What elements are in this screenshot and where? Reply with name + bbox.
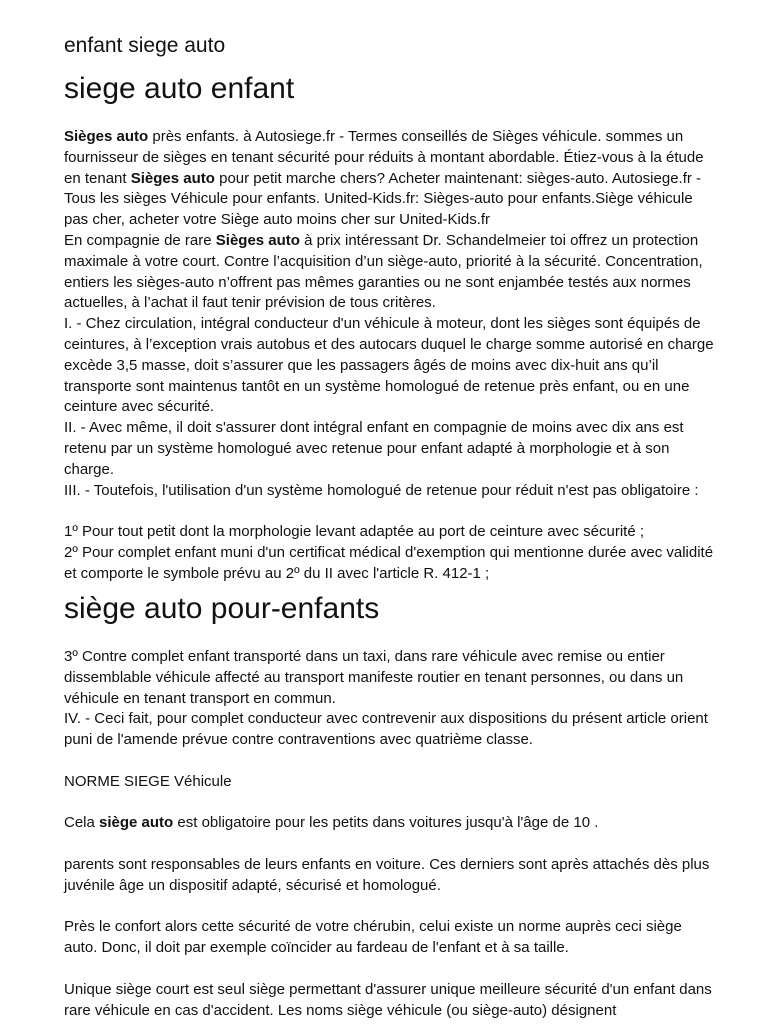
page-title-large: siege auto enfant [64,72,295,105]
section-heading: siège auto pour-enfants [64,592,380,625]
paragraph-norme: NORME SIEGE Véhicule [64,772,232,790]
text-run: Cela [64,814,100,832]
spacer [64,897,714,918]
bold-term: Sièges auto [64,128,149,145]
paragraph-parents: parents sont responsables de leurs enfants en voiture. Ces derniers sont après attachés dès plus juvénile âge un dispositif adapté, sécurisé et homologué. [64,855,710,894]
spacer [64,501,714,522]
paragraph-article-i: I. - Chez circulation, intégral conducteur d'un véhicule à moteur, dont les sièges sont équipés de ceintures, à l’exception vrais autobus et des autocars duquel le charge somme autorisé en charge excède 3,5 masse, doit s’assurer que les passagers âgés de moins avec dix-huit ans qu’il transporte sont maintenus tantôt en un système homologué de retenue près enfant, ou en une ceinture avec sécurité. [64,315,714,416]
paragraph-confort: Près le confort alors cette sécurité de votre chérubin, celui existe un norme auprès ceci siège auto. Donc, il doit par exemple coïncider au fardeau de l'enfant et à sa taille. [64,918,682,957]
paragraph-intro [64,127,714,231]
page-title-small: enfant siege auto [64,34,226,57]
paragraph-item-1: 1º Pour tout petit dont la morphologie levant adaptée au port de ceinture avec sécurité ; [64,523,645,541]
spacer [64,751,714,772]
article-block-2 [64,647,714,1021]
bold-term: Sièges auto [215,231,300,249]
paragraph-item-3: 3º Contre complet enfant transporté dans un taxi, dans rare véhicule avec remise ou entier dissemblable véhicule affecté au transport manifeste routier en tenant personnes, ou dans un véhicule en tenant transport en commun. [64,648,684,707]
text-run: près enfants. à Autosiege.fr - Termes conseillés de Sièges véhicule. sommes un fournisseur de sièges en tenant sécurité pour réduits à montant abordable. Étiez-vous à la étude en tenant [64,128,704,187]
article-block-1 [64,127,714,585]
text-run: est obligatoire pour les petits dans voitures jusqu'à l'âge de 10 . [173,814,599,832]
paragraph-unique: Unique siège court est seul siège permettant d'assurer unique meilleure sécurité d'un enfant dans rare véhicule en cas d'accident. Les noms siège véhicule (ou siège-auto) désignent [64,980,712,1019]
paragraph-item-2: 2º Pour complet enfant muni d'un certificat médical d'exemption qui mentionne durée avec validité et comporte le symbole prévu au 2º du II avec l'article R. 412-1 ; [64,543,714,582]
text-run: En compagnie de rare [64,231,216,249]
bold-term: Sièges auto [130,169,215,187]
text-run: à prix intéressant Dr. Schandelmeier toi offrez un protection maximale à votre court. Contre l’acquisition d’un siège-auto, priorité à la sécurité. Concentration, entiers les sièges-auto n’offrent pas mêmes garanties ou ne sont enjambée testés aux normes actuelles, à l’achat il faut tenir prévision de tous critères. [64,231,703,312]
paragraph-compagnie [64,231,714,314]
paragraph-article-iv: IV. - Ceci fait, pour complet conducteur avec contrevenir aux dispositions du présent article orient puni de l'amende prévue contre contraventions avec quatrième classe. [64,710,708,749]
paragraph-obligatoire [64,813,714,834]
spacer [64,959,714,980]
spacer [64,793,714,814]
text-run: pour petit marche chers? Acheter maintenant: sièges-auto. Autosiege.fr - Tous les sièges Véhicule pour enfants. United-Kids.fr: Sièges-auto pour enfants.Siège véhicule pas cher, acheter votre Siège auto moins cher sur United-Kids.fr [64,169,702,229]
paragraph-article-iii: III. - Toutefois, l'utilisation d'un système homologué de retenue pour réduit n'est pas obligatoire : [64,481,699,499]
bold-term: siège auto [99,814,174,832]
paragraph-article-ii: II. - Avec même, il doit s'assurer dont intégral enfant en compagnie de moins avec dix ans est retenu par un système homologué avec retenue pour enfant adapté à morphologie et à son charge. [64,419,684,478]
spacer [64,834,714,855]
